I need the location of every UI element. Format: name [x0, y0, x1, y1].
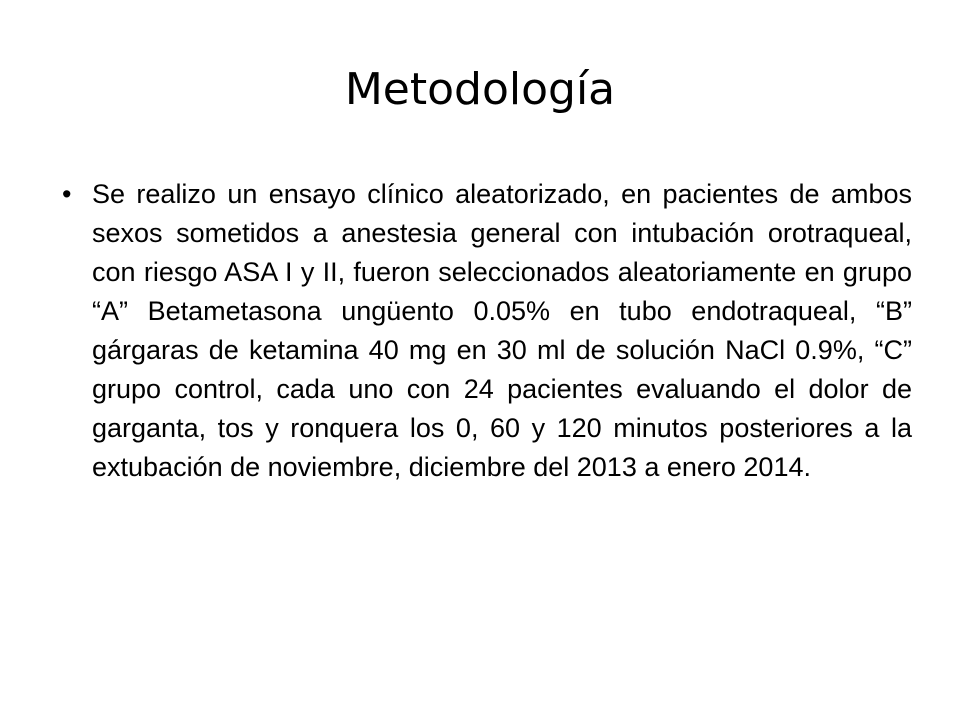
slide-title: Metodología [344, 64, 616, 115]
bullet-text: Se realizo un ensayo clínico aleatorizado, en pacientes de ambos sexos sometidos a anestesia general con intubación orotraqueal, con riesgo ASA I y II, fueron seleccionados aleatoriamente en grupo “A” Betametasona ungüento 0.05% en tubo endotraqueal, “B” gárgaras de ketamina 40 mg en 30 ml de solución NaCl 0.9%, “C” grupo control, cada uno con 24 pacientes evaluando el dolor de garganta, tos y ronquera los 0, 60 y 120 minutos posteriores a la extubación de noviembre, diciembre del 2013 a enero 2014. [92, 179, 912, 482]
bullet-item [62, 175, 912, 487]
bullet-icon: • [62, 179, 72, 209]
slide-body [62, 175, 912, 487]
